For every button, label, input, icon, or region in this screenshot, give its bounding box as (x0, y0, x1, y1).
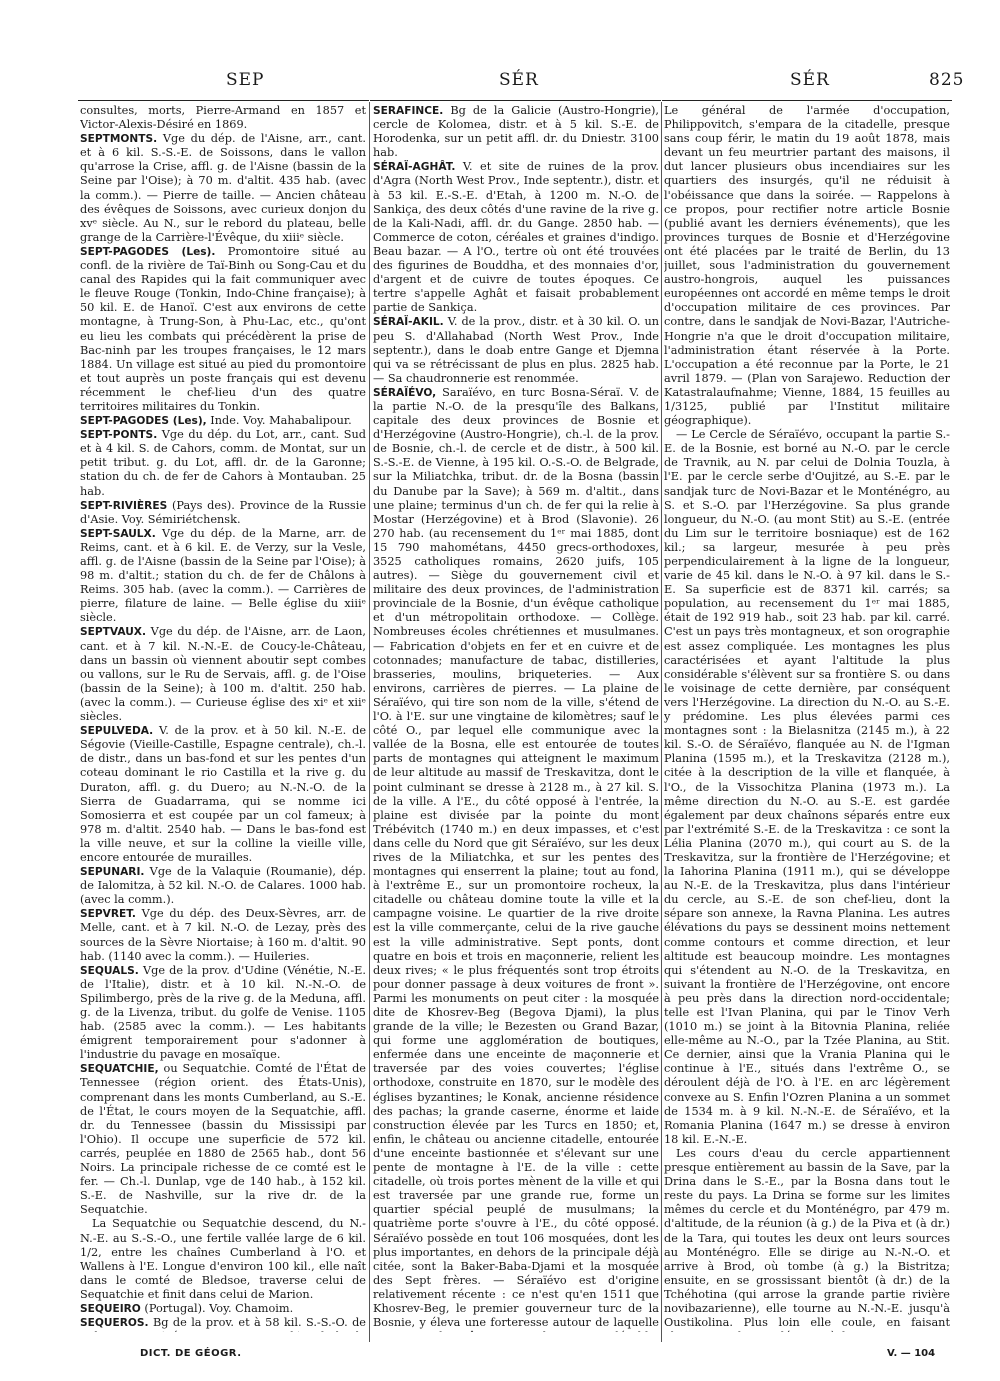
running-head-right: SÉR (790, 70, 830, 90)
dictionary-entry (80, 527, 366, 626)
entry-headword: SEPULVEDA. (80, 725, 154, 738)
entry-headword: SEPT-RIVIÈRES (80, 499, 168, 512)
entry-text: Le général de l'armée d'occupation, Philippovitch, s'empara de la citadelle, presque sans coup férir, le matin du 19 août 1878, mais devant un feu meurtrier partant des maisons, il dut lancer plusieurs obus incendiaires sur les quartiers des insurgés, qu'il ne réduisit à l'obéissance que dans la soirée. — Rappelons à ce propos, pour rectifier notre article Bosnie (publié avant les derniers événements), que les provinces turques de Bosnie et d'Herzégovine ont été placées par le traité de Berlin, du 13 juillet, sous l'administration du gouvernement austro-hongrois, auquel les puissances européennes ont accordé en même temps le droit d'occupation militaire de ces provinces. Par contre, dans le sandjak de Novi-Bazar, l'Autriche-Hongrie n'a que le droit d'occupation militaire, l'administration étant réservée à la Porte. L'occupation a été reconnue par la Porte, le 21 avril 1879. — (Plan von Sarajewo. Reduction der Katastralaufnahme; Vienne, 1884, 15 feuilles au 1/3125, publié par l'Institut militaire géographique). (664, 104, 950, 428)
entry-headword: SEQUEROS. (80, 1317, 149, 1330)
entry-text: Bg de la prov. et à 58 kil. S.-S.-O. de (152, 1316, 366, 1330)
dictionary-entry (373, 160, 659, 315)
dictionary-entry (80, 724, 366, 865)
entry-text: (Portugal). Voy. Chamoim. (144, 1301, 294, 1315)
entry-text: Vge de la Valaquie (Roumanie), dép. de Ialomitza, à 52 kil. N.-O. de Calares. 1000 hab. (avec la comm.). (80, 865, 366, 907)
dictionary-entry (80, 104, 366, 132)
entry-headword: SEPT-PONTS. (80, 429, 158, 442)
dictionary-entry (80, 865, 366, 907)
running-head-center: SÉR (499, 70, 539, 90)
entry-text: ou Sequatchie. Comté de l'État de Tennessee (région orient. des États-Unis), comprenant dans les monts Cumberland, au S.-E. de l'État, le cours moyen de la Sequatchie, affl. dr. du Tennessee (bassin du Mississipi par l'Ohio). Il occupe une superficie de 572 kil. carrés, peuplée en 1880 de 2565 hab., dont 56 Noirs. La principale richesse de ce comté est le fer. — Ch.-l. Dunlap, vge de 140 hab., à 152 kil. S.-E. de Nashville, sur la rive dr. de la Sequatchie. (80, 1062, 366, 1217)
entry-headword: SEPT-PAGODES (Les). (80, 245, 216, 258)
dictionary-entry (80, 1062, 366, 1217)
dictionary-entry (80, 428, 366, 498)
running-head-left: SEP (226, 70, 265, 90)
dictionary-entry (373, 315, 659, 385)
entry-headword: SÉRAÏÉVO, (373, 386, 437, 399)
entry-text: Vge du dép. du Lot, arr., cant. Sud et à 4 kil. S. de Cahors, comm. de Montat, sur un petit tribut. g. du Lot, affl. dr. de la Garonne; station du ch. de fer de Cahors à Montauban. 25 hab. (80, 428, 366, 498)
entry-text: Vge du dép. des Deux-Sèvres, arr. de Melle, cant. et à 7 kil. N.-O. de Lezay, près des sources de la Sèvre Niortaise; à 160 m. d'altit. 90 hab. (1140 avec la comm.). — Huileries. (80, 907, 366, 963)
entry-text: Bg de la Galicie (Austro-Hongrie), cercle de Kolomea, distr. et à 5 kil. S.-E. de Horodenka, sur un petit affl. dr. du Dniestr. 3100 hab. (373, 104, 659, 160)
entry-headword: SÉRAÏ-AGHÂT. (373, 161, 456, 174)
entry-headword: SEQUALS. (80, 964, 139, 977)
entry-headword: SEQUEIRO (80, 1302, 141, 1315)
entry-headword: SEPVRET. (80, 908, 136, 921)
dictionary-entry (80, 1302, 366, 1316)
entry-text: (Pays des). Province de la Russie d'Asie. Voy. Sémiriétchensk. (80, 498, 366, 526)
entry-text: V. de la prov. et à 50 kil. N.-E. de Ségovie (Vieille-Castille, Espagne centrale), ch.-l. de distr., dans un bas-fond et sur les pentes d'un coteau dominant le rio Castilla et la rive g. du Duraton, affl. g. du Duero; au N.-N.-O. de la Sierra de Guadarrama, qui se nomme ici Somosierra et est coupée par un col fameux; à 978 m. d'altit. 2540 hab. — Dans le bas-fond est la ville neuve, et sur la colline la vieille ville, encore entourée de murailles. (80, 724, 366, 864)
dictionary-entry (80, 499, 366, 527)
dictionary-entry (80, 964, 366, 1063)
dictionary-entry (664, 428, 950, 1147)
header-rule (662, 100, 952, 101)
footer-signature: V. — 104 (887, 1348, 936, 1359)
entry-headword: SÉRAÏ-AKIL. (373, 316, 444, 329)
header-rule (78, 100, 369, 101)
entry-text: Vge du dép. de l'Aisne, arr. de Laon, cant. et à 7 kil. N.-N.-E. de Coucy-le-Château, dans un bassin où viennent aboutir sept combes ou vallons, sur le Ru de Servais, affl. g. de l'Oise (bassin de la Seine); à 100 m. d'altit. 250 hab. (avec la comm.). — Curieuse église des xiᵉ et xiiᵉ siècles. (80, 625, 366, 724)
column-2 (373, 104, 659, 1332)
entry-text: Promontoire situé au confl. de la rivière de Taï-Binh ou Song-Cau et du canal des Rapides qui la fait communiquer avec le fleuve Rouge (Tonkin, Indo-Chine française); à 50 kil. E. de Hanoï. C'est aux environs de cette montagne, à Trung-Son, à Phu-Lac, etc., qu'ont eu lieu les combats qui précédèrent la prise de Bac-ninh par les troupes françaises, le 12 mars 1884. Un village est situé au pied du promontoire et tout auprès un poste français qui est devenu récemment le chef-lieu d'un des quatre territoires militaires du Tonkin. (80, 244, 366, 413)
dictionary-entry (80, 1316, 366, 1332)
dictionary-entry (80, 907, 366, 963)
column-divider (369, 102, 370, 1342)
entry-text: Vge du dép. de la Marne, arr. de Reims, cant. et à 6 kil. E. de Verzy, sur la Vesle, affl. g. de l'Aisne (bassin de la Seine par l'Oise); à 98 m. d'altit.; station du ch. de fer de Châlons à Reims. 305 hab. (avec la comm.). — Carrières de pierre, filature de laine. — Belle église du xiiiᵉ siècle. (80, 526, 366, 625)
entry-text: V. et site de ruines de la prov. d'Agra (North West Prov., Inde septentr.), distr. et à 53 kil. E.-S.-E. d'Etah, à 1200 m. N.-O. de Sankiça, des deux côtés d'une ravine de la rive g. de la Kali-Nadi, affl. dr. du Gange. 2850 hab. — Commerce de coton, céréales et graines d'indigo. Beau bazar. — A l'O., tertre où ont été trouvées des figurines de Bouddha, et des monnaies d'or, d'argent et de cuivre de toutes époques. Ce tertre s'appelle Aghât et faisait probablement partie de Sankiça. (373, 160, 659, 315)
entry-headword: SERAFINCE. (373, 105, 444, 117)
entry-headword: SEPT-PAGODES (Les), (80, 415, 207, 428)
entry-text: La Sequatchie ou Sequatchie descend, du N.-N.-E. au S.-S.-O., une fertile vallée large de 6 kil. 1/2, entre les chaînes Cumberland à l'O. et Wallens à l'E. Longue d'environ 100 kil., elle naît dans le comté de Bledsoe, traverse celui de Sequatchie et finit dans celui de Marion. (80, 1217, 366, 1301)
column-divider (661, 102, 662, 1342)
dictionary-entry (80, 132, 366, 245)
dictionary-entry (373, 104, 659, 160)
entry-headword: SEPUNARI. (80, 866, 145, 879)
dictionary-entry (664, 1147, 950, 1332)
entry-text: Vge du dép. de l'Aisne, arr., cant. et à 6 kil. S.-S.-E. de Soissons, dans le vallon qu'arrose la Crise, affl. g. de l'Aisne (bassin de la Seine par l'Oise); à 70 m. d'altit. 435 hab. (avec la comm.). — Pierre de taille. — Ancien château des évêques de Soissons, avec curieux donjon du xvᵉ siècle. Au N., sur le rebord du plateau, belle grange de la Carrière-l'Évêque, du xiiiᵉ siècle. (80, 132, 366, 244)
entry-headword: SEPT-SAULX. (80, 527, 156, 540)
page-number: 825 (929, 70, 965, 90)
header-rule (370, 100, 661, 101)
entry-text: V. de la prov., distr. et à 30 kil. O. un peu S. d'Allahabad (North West Prov., Inde septentr.), dans le doab entre Gange et Djemna qui va se rétrécissant de plus en plus. 2825 hab. — Sa chaudronnerie est renommée. (373, 315, 659, 385)
entry-text: consultes, morts, Pierre-Armand en 1857 et Victor-Alexis-Désiré en 1869. (80, 104, 366, 132)
footer-left: DICT. DE GÉOGR. (140, 1348, 242, 1359)
dictionary-entry (80, 245, 366, 414)
entry-headword: SEPTMONTS. (80, 133, 158, 146)
dictionary-entry (80, 625, 366, 724)
entry-headword: SEQUATCHIE, (80, 1063, 159, 1076)
entry-text: Vge de la prov. d'Udine (Vénétie, N.-E. de l'Italie), distr. et à 10 kil. N.-N.-O. de Spilimbergo, près de la rive g. de la Meduna, affl. g. de la Livenza, tribut. du golfe de Venise. 1105 hab. (2585 avec la comm.). — Les habitants émigrent temporairement pour s'adonner à l'industrie du pavage en mosaïque. (80, 963, 366, 1062)
entry-headword: SEPTVAUX. (80, 626, 147, 639)
entry-text: Les cours d'eau du cercle appartiennent presque entièrement au bassin de la Save, par la Drina dans le S.-E., par la Bosna dans tout le reste du pays. La Drina se forme sur les limites mêmes du cercle et du Monténégro, par 479 m. d'altitude, de la réunion (à g.) de la Piva et (à dr.) de la Tara, qui toutes les deux ont leurs sources au Monténégro. Elle se dirige au N.-N.-O. et arrive à Brod, où tombe (à g.) la Bistritza; ensuite, en se grossissant bientôt (à dr.) de la Tchéhotina (qui arrose la grande partie rivière novibazarienne), elle tourne au N.-N.-E. jusqu'à Oustikolina. Plus loin elle coule, en faisant (664, 1146, 950, 1330)
dictionary-entry (80, 414, 366, 428)
entry-text: — Le Cercle de Séraïévo, occupant la partie S.-E. de la Bosnie, est borné au N.-O. par le cercle de Travnik, au N. par celui de Dolnia Touzla, à l'E. par le cercle serbe d'Oujitzé, au S.-E. par le sandjak turc de Novi-Bazar et le Monténégro, au S. et S.-O. par l'Herzégovine. Sa plus grande longueur, du N.-O. (au mont Stit) au S.-E. (entrée du Lim sur le territoire bosniaque) est de 162 kil.; sa largeur, mesurée à peu près perpendiculairement à la ligne de la longueur, varie de 45 kil. dans le N.-O. à 97 kil. dans le S.-E. Sa superficie est de 8371 kil. carrés; sa population, au recensement du 1ᵉʳ mai 1885, était de 192 919 hab., soit 23 hab. par kil. carré. C'est un pays très montagneux, et son orographie est assez compliquée. Les montagnes les plus caractérisées et ayant l'altitude la plus considérable s'élèvent sur sa frontière S. ou dans le voisinage de cette dernière, par conséquent vers l'Herzégovine. La direction du N.-O. au S.-E. y prédomine. Les plus élevées parmi ces montagnes sont : la Bielasnitza (2145 m.), à 22 kil. S.-O. de Séraïévo, flanquée au N. de l'Igman Planina (1595 m.), et la Treskavitza (2128 m.), citée à la description de la ville et flanquée, à l'O., de la Vissochitza Planina (1973 m.). La même direction du N.-O. au S.-E. est gardée également par deux chaînons séparés entre eux par l'extrémité S.-E. de la Treskavitza : ce sont la Lélia Planina (2070 m.), qui court au S. de la Treskavitza, sur la frontière de l'Herzégovine; et la Iahorina Planina (1911 m.), qui se développe au N.-E. de la Treskavitza, plus dans l'intérieur du cercle, au S.-E. de son chef-lieu, dont la sépare son annexe, la Ravna Planina. Les autres élévations du pays se dessinent moins nettement comme contours et comme direction, et leur altitude est beaucoup moindre. Les montagnes qui s'étendent au N.-O. de la Treskavitza, en suivant la frontière de l'Herzégovine, ont encore à peu près dans la direction nord-occidentale; telle est l'Ivan Planina, qui par le Tinov Verh (1010 m.) se joint à la Bitovnia Planina, reliée elle-même au N.-O., par la Tzée Planina, au Stit. Ce dernier, ainsi que la Vrania Planina qui le continue à l'E., situés dans l'extrême O., se déroulent déjà de l'O. à l'E. en arc légèrement convexe au S. Enfin l'Ozren Planina a un sommet de 1534 m. à 9 kil. N.-N.-E. de Séraïévo, et la Romania Planina (1647 m.) se dresse à environ 18 kil. E.-N.-E. (664, 428, 950, 1146)
column-3 (664, 104, 950, 1332)
dictionary-entry (80, 1217, 366, 1302)
column-1 (80, 104, 366, 1332)
dictionary-entry (664, 104, 950, 428)
entry-text: Saraïévo, en turc Bosna-Séraï. V. de la partie N.-O. de la presqu'île des Balkans, capitale des deux provinces de Bosnie et d'Herzégovine (Austro-Hongrie), ch.-l. de la prov. de Bosnie, ch.-l. de cercle et de distr., à 500 kil. S.-S.-E. de Vienne, à 195 kil. O.-S.-O. de Belgrade, sur la Miliatchka, tribut. dr. de la Bosna (bassin du Danube par la Save); à 569 m. d'altit., dans une plaine; terminus d'un ch. de fer qui la relie à Mostar (Herzégovine) et à Brod (Slavonie). 26 270 hab. (au recensement du 1ᵉʳ mai 1885, dont 15 790 mahométans, 4450 grecs-orthodoxes, 3525 catholiques romains, 2620 juifs, 105 autres). — Siège du gouvernement civil et militaire des deux provinces, de l'administration provinciale de la Bosnie, d'un évêque catholique et d'un métropolitain orthodoxe. — Collège. Nombreuses écoles chrétiennes et musulmanes. — Fabrication d'objets en fer et en cuivre et de cotonnades; manufacture de tabac, distilleries, brasseries, moulins, briqueteries. — Aux environs, carrières de pierres. — La plaine de Séraïévo, qui tire son nom de la ville, s'étend de l'O. à l'E. sur une vingtaine de kilomètres; sauf le côté O., par lequel elle communique avec la vallée de la Bosna, elle est entourée de toutes parts de montagnes qui atteignent le maximum de leur altitude au massif de Treskavitza, dont le point culminant se dresse à 2128 m., à 27 kil. S. de la ville. A l'E., du côté opposé à l'entrée, la plaine est divisée par la pointe du mont Trébévitch (1740 m.) en deux impasses, et c'est dans celle du Nord que git Séraïévo, sur les deux rives de la Miliatchka, et sur les pentes des montagnes qui enserrent la plaine; tout au fond, à l'extrême E., sur un promontoire rocheux, la citadelle ou château domine toute la ville et la campagne voisine. Le quartier de la rive droite est la ville commerçante, celui de la rive gauche est la ville administrative. Sept ponts, dont quatre en bois et trois en maçonnerie, relient les deux rives; « le plus fréquentés sont trop étroits pour donner passage à deux voitures de front ». Parmi les monuments on peut citer : la mosquée dite de Khosrev-Beg (Begova Djami), la plus grande de la ville; le Bezesten ou Grand Bazar, qui forme une agglomération de boutiques, enfermée dans une enceinte de maçonnerie et traversée par des voies couvertes; l'église orthodoxe, construite en 1870, sur le modèle des églises byzantines; le Konak, ancienne résidence des pachas; la grande caserne, énorme et laide construction élevée par les Turcs en 1850; et, enfin, le château ou ancienne citadelle, entourée d'une enceinte bastionnée et s'élevant sur une pente de montagne à l'E. de la ville : cette citadelle, où trois portes mènent de la ville et qui est traversée par une grande rue, forme un quartier spécial peuplé de musulmans; la quatrième porte s'ouvre à l'E., du côté opposé. Séraïévo possède en tout 106 mosquées, dont les plus importantes, en dehors de la principale déjà citée, sont la Baker-Baba-Djami et la mosquée des Sept frères. — Séraïévo est d'origine relativement récente : ce n'est qu'en 1511 que Khosrev-Beg, le premier gouverneur turc de la Bosnie, y éleva une forteresse autour de laquelle (373, 385, 659, 1330)
dictionary-entry (373, 386, 659, 1332)
entry-text: Inde. Voy. Mahabalipour. (210, 414, 352, 428)
